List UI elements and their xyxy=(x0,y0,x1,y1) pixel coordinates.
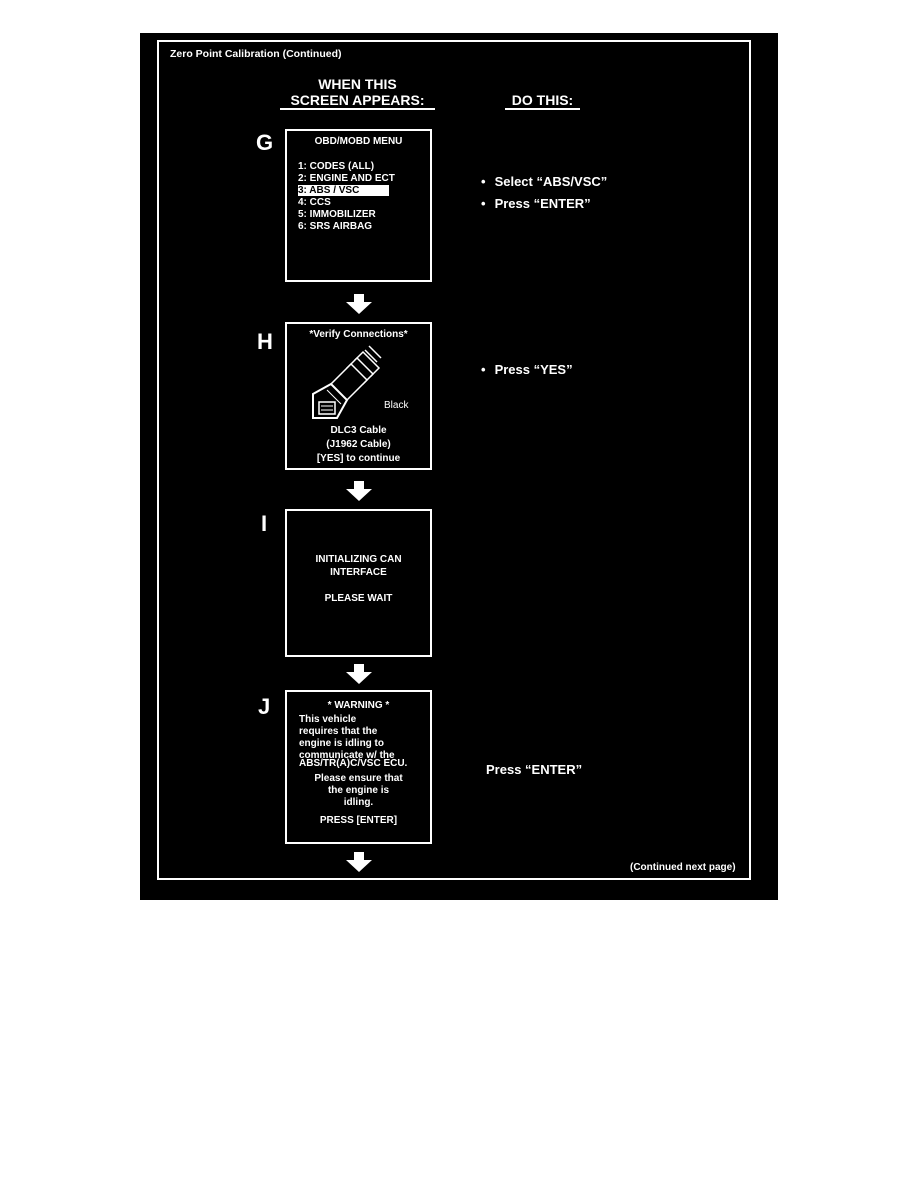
action-g-select: • Select “ABS/VSC” xyxy=(481,174,608,189)
yes-continue-label: [YES] to continue xyxy=(316,453,401,464)
ensure-idling-text xyxy=(287,773,430,809)
screen-h-title: *Verify Connections* xyxy=(309,329,408,340)
screen-i-initializing xyxy=(285,509,432,657)
warning-line-4: communicate w/ the xyxy=(299,750,395,758)
press-enter-prompt: PRESS [ENTER] xyxy=(319,815,398,826)
interface-label: INTERFACE xyxy=(330,566,387,578)
warning-body xyxy=(299,714,430,770)
menu-item-codes: 1: CODES (ALL) xyxy=(298,161,375,172)
page-title: Zero Point Calibration (Continued) xyxy=(170,48,342,60)
ecu-line: ABS/TR(A)C/VSC ECU. xyxy=(299,758,408,769)
menu-item-srs-airbag: 6: SRS AIRBAG xyxy=(298,221,373,232)
continued-footer: (Continued next page) xyxy=(630,862,736,873)
obd-menu-list xyxy=(298,161,430,233)
down-arrow-icon xyxy=(346,294,372,314)
screen-column-header xyxy=(280,76,435,110)
menu-item-immobilizer: 5: IMMOBILIZER xyxy=(298,209,376,220)
ensure-line-1: Please ensure that xyxy=(314,773,403,784)
action-j-press-enter: Press “ENTER” xyxy=(486,762,583,777)
warning-line-1: This vehicle xyxy=(299,714,357,725)
action-h-press-yes: • Press “YES” xyxy=(481,362,573,377)
screen-j-warning xyxy=(285,690,432,844)
screen-header-line2: SCREEN APPEARS: xyxy=(280,92,435,110)
screen-g-title: OBD/MOBD MENU xyxy=(314,136,403,147)
menu-item-abs-vsc-selected: 3: ABS / VSC xyxy=(298,185,430,197)
dlc3-cable-label: DLC3 Cable xyxy=(330,425,387,436)
figure-frame xyxy=(157,40,751,880)
action-column-header xyxy=(505,92,580,110)
ensure-line-2: the engine is xyxy=(327,785,390,796)
dlc3-connector-icon xyxy=(307,344,397,424)
step-letter-j: J xyxy=(258,694,271,719)
screen-i-text xyxy=(287,554,430,606)
action-g-press-enter: • Press “ENTER” xyxy=(481,196,591,211)
menu-item-engine-ect: 2: ENGINE AND ECT xyxy=(298,173,395,184)
menu-item-ccs: 4: CCS xyxy=(298,197,331,208)
cable-color-label: Black xyxy=(384,400,409,411)
screen-g-obd-menu xyxy=(285,129,432,282)
ensure-line-3: idling. xyxy=(343,797,374,808)
down-arrow-icon xyxy=(346,481,372,501)
warning-line-3: engine is idling to xyxy=(299,738,384,749)
step-letter-h: H xyxy=(257,329,273,354)
initializing-can-label: INITIALIZING CAN xyxy=(315,554,402,565)
screen-h-verify-connections xyxy=(285,322,432,470)
step-letter-g: G xyxy=(256,130,274,155)
screen-j-title: * WARNING * xyxy=(327,700,390,711)
step-letter-i: I xyxy=(261,511,268,536)
action-header-label: DO THIS: xyxy=(505,92,580,110)
down-arrow-icon xyxy=(346,852,372,872)
down-arrow-icon xyxy=(346,664,372,684)
please-wait-label: PLEASE WAIT xyxy=(324,593,393,604)
screen-h-text xyxy=(287,424,430,466)
warning-line-2: requires that the xyxy=(299,726,378,737)
j1962-cable-label: (J1962 Cable) xyxy=(326,439,391,450)
screen-header-line1: WHEN THIS xyxy=(318,76,397,92)
